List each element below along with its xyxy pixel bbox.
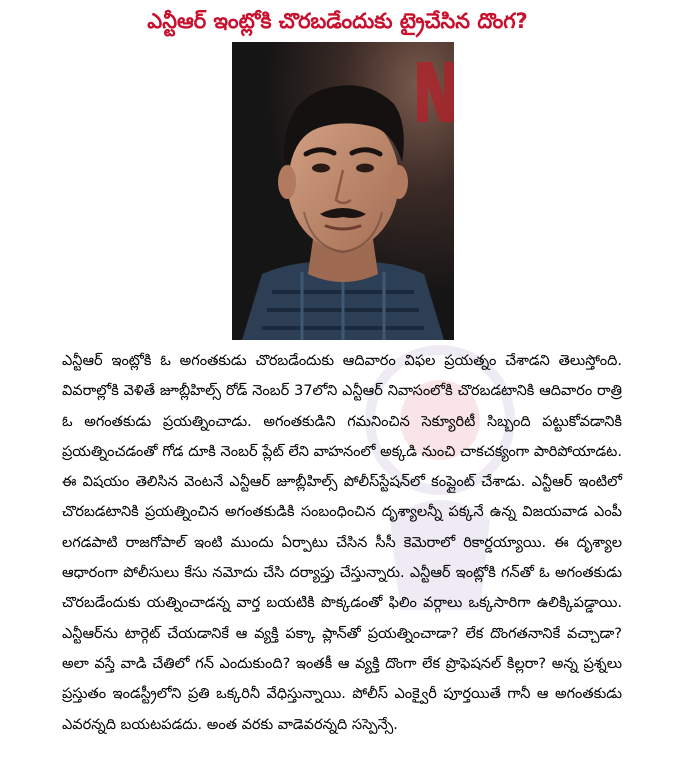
- article-paragraph: ఎన్టీఆర్ ఇంట్లోకి ఓ అగంతకుడు చొరబడేందుకు ఆదివారం విఫల ప్రయత్నం చేశాడని తెలుస్తోంది. వివరాల్లోకి వెళితే జూబ్లీహిల్స్ రోడ్ నెంబర్ 37లోని ఎన్టీఆర్ నివాసంలోకి చొరబడటానికి ఆదివారం రాత్రి ఓ అగంతకుడు ప్రయత్నించాడు. అగంతకుడిని గమనించిన సెక్యూరిటీ సిబ్బంది పట్టుకోవడానికి ప్రయత్నించడంతో గోడ దూకి నెంబర్ ప్లేట్ లేని వాహనంలో అక్కడి నుంచి చాకచక్యంగా పారిపోయాడట. ఈ విషయం తెలిసిన వెంటనే ఎన్టీఆర్ జూబ్లీహిల్స్ పోలీస్‌స్టేషన్‌లో కంప్లైంట్ చేశాడు. ఎన్టీఆర్ ఇంటిలో చొరబడటానికి ప్రయత్నించిన అగంతకుడికి సంబంధించిన దృశ్యాలన్నీ పక్కనే ఉన్న విజయవాడ ఎంపీ లగడపాటి రాజగోపాల్ ఇంటి ముందు ఏర్పాటు చేసిన సీసీ కెమెరాలో రికార్డయ్యాయి. ఈ దృశ్యాల ఆధారంగా పోలీసులు కేసు నమోదు చేసి దర్యాప్తు చేస్తున్నారు. ఎన్టీఆర్ ఇంట్లోకి గన్‌తో ఓ అగంతకుడు చొరబడేందుకు యత్నించాడన్న వార్త బయటికి పొక్కడంతో ఫిలిం వర్గాలు ఒక్కసారిగా ఉలిక్కిపడ్డాయి. ఎన్టీఆర్‌ను టార్గెట్ చేయడానికే ఆ వ్యక్తి పక్కా ప్లాన్‌తో ప్రయత్నించాడా? లేక దొంగతనానికే వచ్చాడా? అలా వస్తే వాడి చేతిలో గన్ ఎందుకుంది? ఇంతకీ ఆ వ్యక్తి దొంగా లేక ప్రొఫెషనల్ కిల్లరా? అన్న ప్రశ్నలు ప్రస్తుతం ఇండస్ట్రీలోని ప్రతి ఒక్కరినీ వేధిస్తున్నాయి. పోలీస్ ఎంక్వైరీ పూర్తయితే గానీ ఆ అగంతకుడు ఎవరన్నది బయటపడదు. అంత వరకు వాడెవరన్నది సస్పెన్సే.: [62, 353, 622, 733]
- article-body: [62, 346, 622, 740]
- headline: ఎన్టీఆర్ ఇంట్లోకి చొరబడేందుకు ట్రైచేసిన దొంగ?: [147, 9, 528, 33]
- portrait-photo: [232, 42, 454, 340]
